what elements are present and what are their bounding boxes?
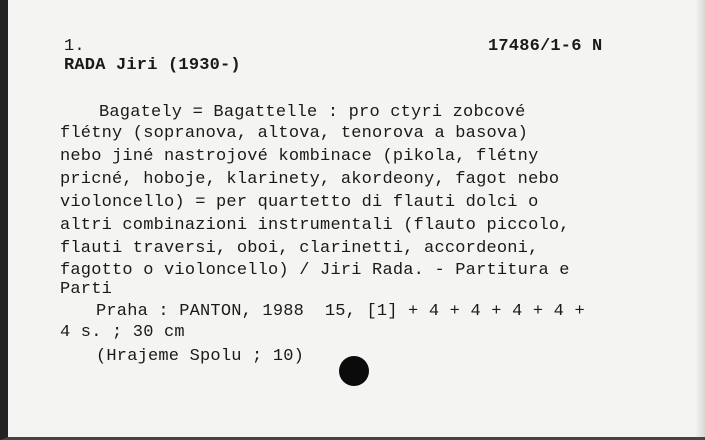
title-line: Bagately = Bagattelle : pro ctyri zobcové xyxy=(99,103,526,122)
imprint-line: 4 s. ; 30 cm xyxy=(60,323,185,342)
sequence-number: 1. xyxy=(64,37,85,56)
author-heading: RADA Jiri (1930-) xyxy=(64,56,241,75)
series-statement: (Hrajeme Spolu ; 10) xyxy=(96,347,305,366)
title-line: Parti xyxy=(60,280,113,299)
title-line: fagotto o violoncello) / Jiri Rada. - Partitura e xyxy=(60,261,570,280)
title-line: pricné, hoboje, klarinety, akordeony, fagot nebo xyxy=(60,170,560,189)
title-line: flauti traversi, oboi, clarinetti, accordeoni, xyxy=(60,239,539,258)
call-number: 17486/1-6 N xyxy=(488,37,603,56)
title-line: nebo jiné nastrojové kombinace (pikola, flétny xyxy=(60,147,539,166)
title-line: altri combinazioni instrumentali (flauto piccolo, xyxy=(60,216,570,235)
punch-hole xyxy=(339,356,369,386)
title-line: violoncello) = per quartetto di flauti dolci o xyxy=(60,193,539,212)
imprint-line: Praha : PANTON, 1988 15, [1] + 4 + 4 + 4 + 4 + xyxy=(96,302,585,321)
title-line: flétny (sopranova, altova, tenorova a basova) xyxy=(60,124,529,143)
